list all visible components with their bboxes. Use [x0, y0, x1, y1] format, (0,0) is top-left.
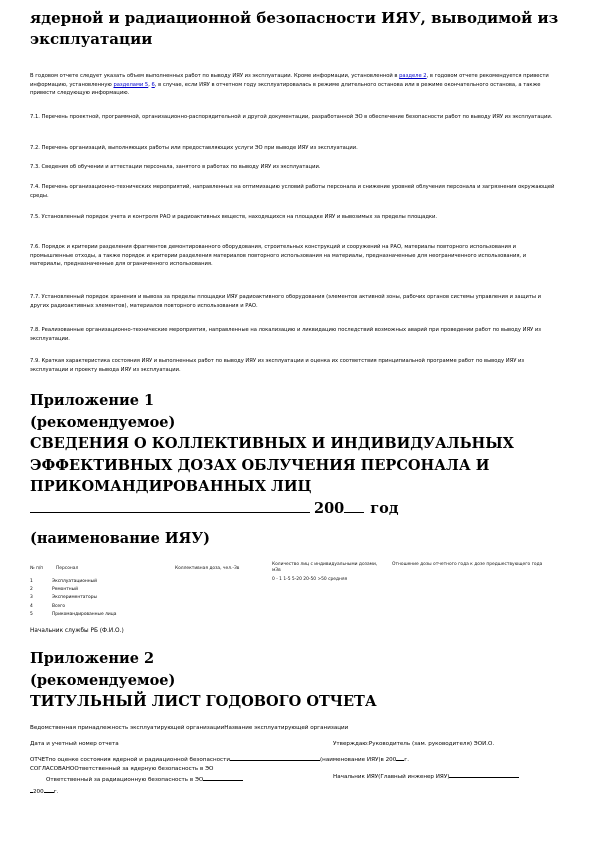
item-7-4: 7.4. Перечень организационно-технических мероприятий, направленных на оптимизацию условий работы персонала и снижение уровней облучения персонала и загрязнения окружающей среды.: [30, 184, 555, 199]
row-label: Ремонтный: [52, 587, 78, 593]
item-7-5: 7.5. Установленный порядок учета и контроля РАО и радиоактивных веществ, находящихся на площадке ИЯУ и вывозимых за пределы площадки.: [30, 214, 438, 220]
table-header-num: № п/п: [30, 566, 44, 571]
item-7-1: 7.1. Перечень проектной, программной, организационно-распорядительной и другой документации, разработанной ЭО в обеспечение безопасности работ по выводу ИЯУ из эксплуатации.: [30, 114, 553, 120]
title-row-radiation: [46, 774, 243, 784]
appendix-2-title: Приложение 2: [30, 650, 155, 667]
table-header-collective: Коллективная доза, чел.-Зв: [175, 566, 240, 571]
report-label: ОТЧЕТпо оценке состояния ядерной и радиационной безопасности: [30, 757, 230, 763]
blank-line: [230, 754, 320, 761]
head-label: Начальник ИЯУ(Главный инженер ИЯУ): [333, 774, 450, 780]
title-row-affiliation: Ведомственная принадлежность эксплуатирующей организацииНазвание эксплуатирующей организации: [30, 725, 349, 731]
intro-paragraph: [30, 72, 555, 98]
year-blank: [344, 500, 364, 513]
row-num: 3: [30, 595, 33, 601]
row-label: Прикомандированные лица: [52, 611, 117, 617]
year-suffix: г.: [53, 789, 59, 795]
title-row-date: Дата и учетный номер отчета: [30, 741, 119, 747]
link-section-6[interactable]: 6: [151, 81, 155, 88]
blank-line: [30, 498, 310, 513]
table-row: [30, 604, 116, 612]
row-label: Эксплуатационный: [52, 579, 97, 584]
link-section-5[interactable]: разделами 5: [113, 81, 149, 88]
row-label: Всего: [52, 603, 66, 609]
blank-line: [44, 786, 54, 793]
table-header-ratio: Отношение дозы отчетного года к дозе предшествующего года: [392, 562, 543, 567]
table-row: [30, 595, 116, 603]
appendix-1-caption-line-2: ЭФФЕКТИВНЫХ ДОЗАХ ОБЛУЧЕНИЯ ПЕРСОНАЛА И: [30, 456, 490, 474]
appendix-1-title: Приложение 1: [30, 392, 155, 409]
table-footer-signature: Начальник службы РБ (Ф.И.О.): [30, 628, 124, 634]
item-7-7: 7.7. Установленный порядок хранения и вывоза за пределы площадки ИЯУ радиоактивного оборудования (элементов активной зоны, рабочих органов системы управления и защиты и других радиоактивных элементов), материалов повторного использования и РАО.: [30, 294, 541, 309]
report-iyu: (наименование ИЯУ)в 200: [320, 757, 397, 763]
title-row-report: [30, 754, 409, 764]
table-header-ranges: 0 - 1 1-5 5-20 20-50 >50 средняя: [272, 577, 348, 582]
appendix-2-subtitle: (рекомендуемое): [30, 671, 176, 689]
intro-text-2: , в годовом отчете рекомендуется привести информацию, установленную: [30, 73, 549, 88]
row-num: 4: [30, 603, 33, 609]
item-7-8: 7.8. Реализованные организационно-технические мероприятия, направленные на локализацию и ликвидацию последствий возможных аварий при проведении работ по выводу ИЯУ из эксплуатации.: [30, 327, 541, 342]
section-heading: ядерной и радиационной безопасности ИЯУ, выводимой из эксплуатации: [30, 9, 559, 48]
appendix-1-caption-line-1: СВЕДЕНИЯ О КОЛЛЕКТИВНЫХ И ИНДИВИДУАЛЬНЫХ: [30, 435, 514, 452]
table-row: [30, 579, 116, 587]
year-prefix: 200: [314, 499, 345, 517]
iyu-name-caption: (наименование ИЯУ): [30, 530, 210, 547]
item-7-3: 7.3. Сведения об обучении и аттестации персонала, занятого в работах по выводу ИЯУ из эксплуатации.: [30, 164, 321, 170]
table-row: [30, 612, 116, 620]
table-header-staff: Персонал: [56, 566, 79, 571]
item-7-2: 7.2. Перечень организаций, выполняющих работы или предоставляющих услуги ЭО при выводе ИЯУ из эксплуатации.: [30, 145, 358, 151]
appendix-2-heading: [30, 648, 575, 713]
row-label: Экспериментаторы: [52, 595, 97, 601]
year-line: [30, 498, 575, 520]
title-row-year: [30, 786, 58, 796]
table-header-individual: [272, 562, 382, 583]
row-num: 1: [30, 579, 33, 584]
item-7-9: 7.9. Краткая характеристика состояния ИЯУ и выполненных работ по выводу ИЯУ из эксплуатации и оценка их соответствия принципиальной программе работ по выводу ИЯУ из эксплуатации и проекту вывода ИЯУ из эксплуатации.: [30, 358, 525, 373]
title-row-head: [333, 771, 519, 781]
title-row-agreed: СОГЛАСОВАНООтветственный за ядерную безопасность в ЭО: [30, 766, 214, 772]
appendix-2-caption: ТИТУЛЬНЫЙ ЛИСТ ГОДОВОГО ОТЧЕТА: [30, 693, 377, 710]
intro-text: В годовом отчете следует указать объем выполненных работ по выводу ИЯУ из эксплуатации. Кроме информации, установленной в: [30, 73, 398, 79]
table-header-individual-title: Количество лиц с индивидуальными дозами, мЗв: [272, 562, 378, 573]
appendix-1-subtitle: (рекомендуемое): [30, 413, 176, 431]
appendix-1-caption-line-3: ПРИКОМАНДИРОВАННЫХ ЛИЦ: [30, 478, 312, 495]
year-prefix: 200: [33, 789, 44, 795]
row-num: 2: [30, 587, 33, 593]
blank-line: [203, 774, 243, 781]
item-7-6: 7.6. Порядок и критерии разделения фрагментов демонтированного оборудования, строительных конструкций и сооружений на РАО, материалы повторного использования и промышленные отходы, а также порядок и критерии разделения материалов повторного использования на материалы, предназначенные для неограниченного использования, и материалы, предназначенные для ограниченного использования.: [30, 244, 527, 268]
title-row-approve: Утверждаю:Руководитель (зам. руководителя) ЭОИ.О.: [333, 741, 495, 747]
intro-sep: ,: [148, 81, 150, 88]
appendix-1-heading: [30, 390, 575, 519]
row-num: 5: [30, 611, 33, 617]
report-year-suffix: г.: [404, 757, 410, 763]
blank-line: [449, 771, 519, 778]
intro-text-3: , в случае, если ИЯУ в отчетном году эксплуатировалась в режиме длительного останова или в режиме окончательного останова, а также привести следующую информацию.: [30, 81, 541, 97]
link-section-2[interactable]: разделе 2: [399, 73, 427, 79]
year-suffix: год: [370, 499, 399, 517]
radiation-label: Ответственный за радиационную безопасность в ЭО: [46, 777, 204, 783]
dose-table: [30, 579, 116, 620]
